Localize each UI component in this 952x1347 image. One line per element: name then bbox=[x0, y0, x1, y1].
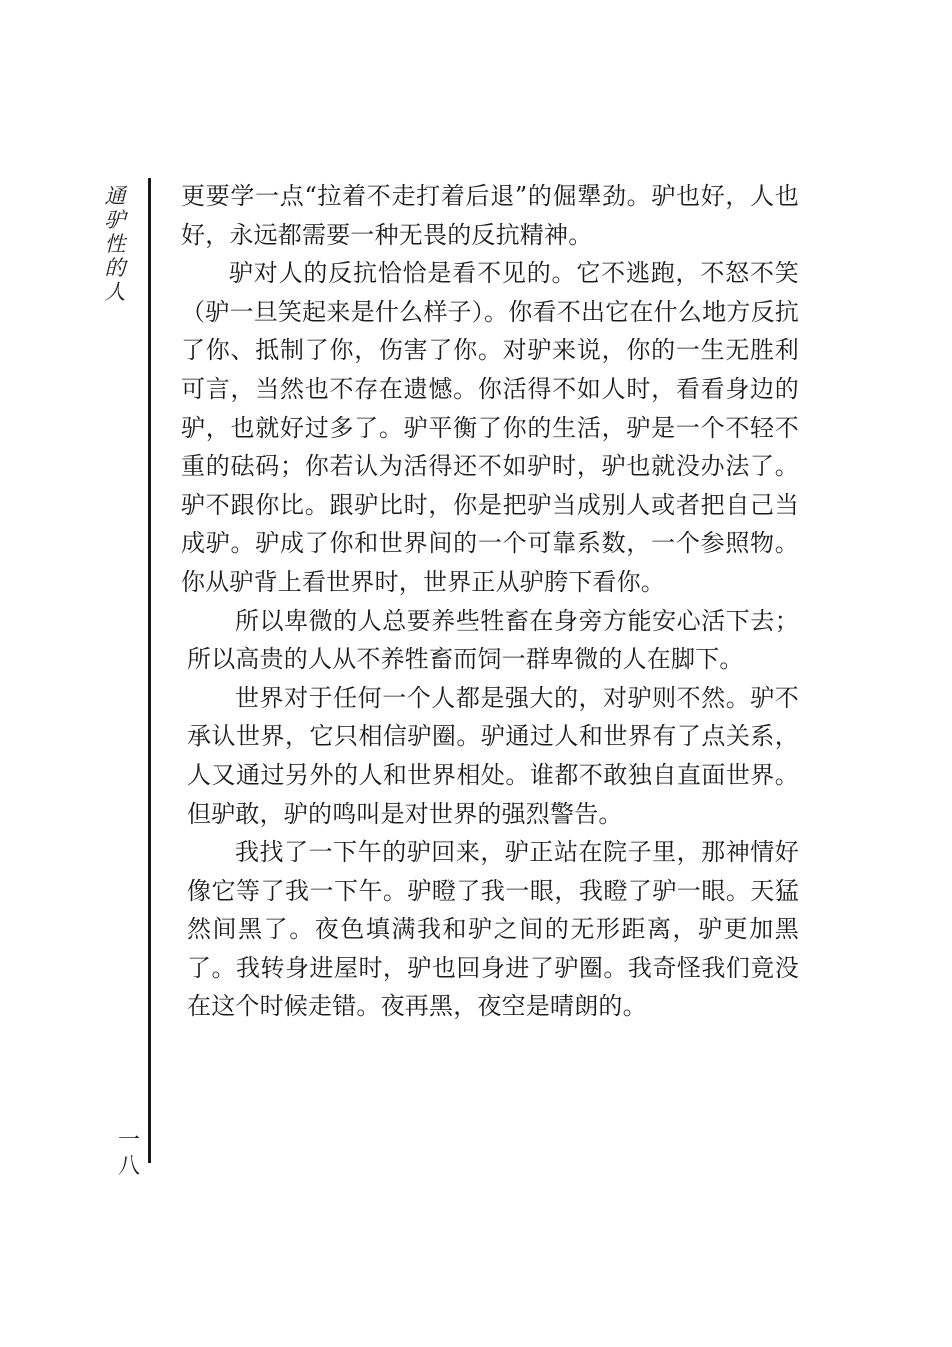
body-text bbox=[181, 177, 799, 1026]
paragraph: 我找了一下午的驴回来，驴正站在院子里，那神情好像它等了我一下午。驴瞪了我一眼，我瞪了驴一眼。天猛然间黑了。夜色填满我和驴之间的无形距离，驴更加黑了。我转身进屋时，驴也回身进了驴圈。我奇怪我们竟没在这个时候走错。夜再黑，夜空是晴朗的。 bbox=[187, 838, 799, 1021]
running-header-title: 通驴性的人 bbox=[104, 184, 126, 304]
paragraph: 世界对于任何一个人都是强大的，对驴则不然。驴不承认世界，它只相信驴圈。驴通过人和世界有了点关系，人又通过另外的人和世界相处。谁都不敢独自直面世界。但驴敢，驴的鸣叫是对世界的强烈警告。 bbox=[187, 683, 799, 828]
paragraph-continued: 更要学一点“拉着不走打着后退”的倔犟劲。驴也好，人也好，永远都需要一种无畏的反抗精神。 bbox=[181, 182, 799, 249]
page-number: 一八 bbox=[117, 1128, 140, 1179]
margin-rule bbox=[148, 178, 151, 1163]
paragraph: 驴对人的反抗恰恰是看不见的。它不逃跑，不怒不笑（驴一旦笑起来是什么样子）。你看不出它在什么地方反抗了你、抵制了你，伤害了你。对驴来说，你的一生无胜利可言，当然也不存在遗憾。你活得不如人时，看看身边的驴，也就好过多了。驴平衡了你的生活，驴是一个不轻不重的砝码；你若认为活得还不如驴时，驴也就没办法了。驴不跟你比。跟驴比时，你是把驴当成别人或者把自己当成驴。驴成了你和世界间的一个可靠系数，一个参照物。你从驴背上看世界时，世界正从驴胯下看你。 bbox=[181, 259, 799, 596]
paragraph: 所以卑微的人总要养些牲畜在身旁方能安心活下去；所以高贵的人从不养牲畜而饲一群卑微的人在脚下。 bbox=[187, 606, 799, 674]
